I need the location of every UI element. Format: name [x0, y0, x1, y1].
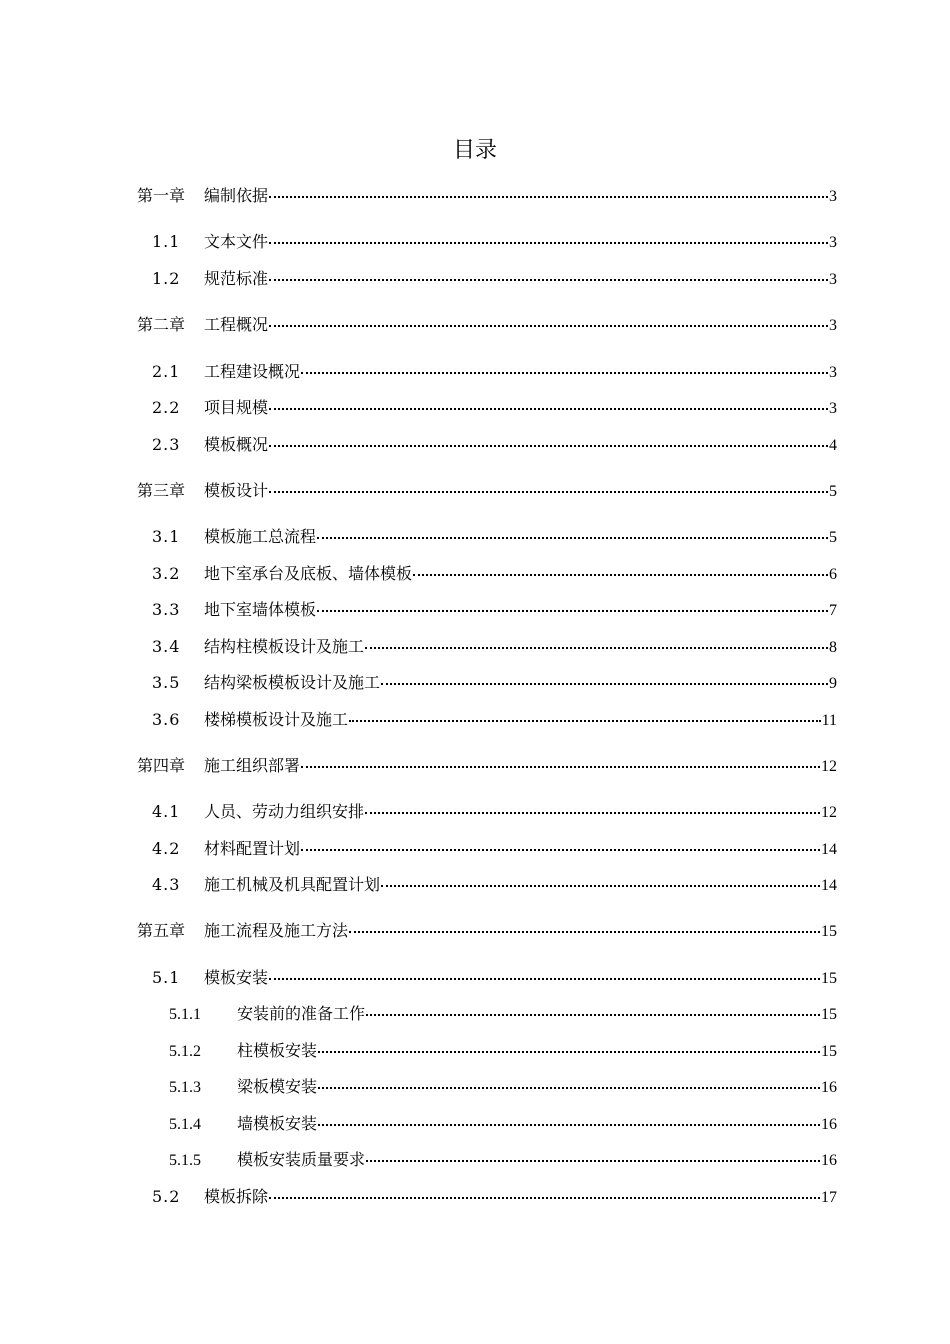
toc-entry-number: 3.3 — [152, 600, 181, 619]
toc-entry-title: 模板安装质量要求 — [237, 1150, 366, 1169]
toc-entry[interactable] — [152, 525, 837, 549]
toc-page-number: 14 — [821, 877, 837, 894]
toc-entry-title: 结构柱模板设计及施工 — [204, 637, 365, 656]
toc-entry-number: 5.2 — [152, 1187, 181, 1206]
toc-entry-number: 第三章 — [137, 481, 186, 500]
toc-leader-dots — [301, 362, 828, 374]
toc-page-number: 7 — [829, 602, 837, 619]
toc-leader-dots — [413, 564, 828, 576]
toc-page-number: 3 — [829, 234, 837, 251]
toc-page-number: 16 — [821, 1116, 837, 1133]
toc-leader-dots — [381, 875, 820, 887]
toc-entry[interactable] — [169, 1075, 837, 1099]
toc-entry-number: 3.2 — [152, 564, 181, 583]
toc-entry[interactable] — [152, 360, 837, 384]
toc-entry[interactable] — [152, 635, 837, 659]
toc-entry[interactable] — [152, 1185, 837, 1209]
toc-entry-title: 项目规模 — [204, 398, 269, 417]
toc-leader-dots — [318, 1114, 820, 1126]
toc-entry-number: 第二章 — [137, 315, 186, 334]
toc-entry-number: 2.3 — [152, 435, 181, 454]
toc-entry[interactable] — [152, 562, 837, 586]
toc-entry-number: 第一章 — [137, 186, 186, 205]
toc-page-number: 3 — [829, 188, 837, 205]
toc-entry-title: 模板施工总流程 — [204, 527, 317, 546]
toc-entry[interactable] — [152, 230, 837, 254]
toc-entry[interactable] — [152, 966, 837, 990]
toc-page-number: 16 — [821, 1152, 837, 1169]
toc-entry-title: 安装前的准备工作 — [237, 1004, 366, 1023]
toc-page-number: 15 — [821, 1043, 837, 1060]
toc-entry[interactable] — [137, 754, 837, 778]
toc-entry[interactable] — [152, 708, 837, 732]
toc-page-number: 9 — [829, 675, 837, 692]
toc-entry-number: 2.1 — [152, 362, 181, 381]
toc-entry[interactable] — [152, 433, 837, 457]
toc-leader-dots — [317, 527, 828, 539]
toc-entry-number: 第四章 — [137, 756, 186, 775]
toc-leader-dots — [366, 1004, 820, 1016]
toc-leader-dots — [269, 186, 828, 198]
toc-page-number: 3 — [829, 364, 837, 381]
toc-entry-title: 人员、劳动力组织安排 — [204, 802, 365, 821]
toc-entry-title: 工程概况 — [204, 315, 269, 334]
toc-entry-title: 模板拆除 — [204, 1187, 269, 1206]
toc-entry[interactable] — [169, 1039, 837, 1063]
toc-entry-number: 5.1.2 — [169, 1043, 201, 1060]
toc-entry-title: 文本文件 — [204, 232, 269, 251]
toc-page-number: 15 — [821, 970, 837, 987]
toc-page-number: 11 — [821, 712, 837, 729]
toc-leader-dots — [269, 398, 828, 410]
toc-entry-number: 3.4 — [152, 637, 181, 656]
toc-page-number: 16 — [821, 1079, 837, 1096]
toc-entry-title: 工程建设概况 — [204, 362, 301, 381]
toc-entry-title: 模板概况 — [204, 435, 269, 454]
toc-entry[interactable] — [169, 1002, 837, 1026]
toc-page-number: 12 — [821, 758, 837, 775]
toc-entry[interactable] — [169, 1148, 837, 1172]
toc-leader-dots — [365, 802, 820, 814]
toc-entry-number: 3.5 — [152, 673, 181, 692]
toc-leader-dots — [349, 921, 820, 933]
toc-page-number: 15 — [821, 923, 837, 940]
toc-page-number: 8 — [829, 639, 837, 656]
toc-leader-dots — [269, 968, 820, 980]
toc-entry-number: 4.2 — [152, 839, 181, 858]
toc-leader-dots — [317, 600, 828, 612]
toc-entry[interactable] — [152, 671, 837, 695]
toc-entry-number: 3.6 — [152, 710, 181, 729]
toc-page-number: 17 — [821, 1189, 837, 1206]
toc-entry-title: 施工机械及机具配置计划 — [204, 875, 381, 894]
toc-entry[interactable] — [152, 598, 837, 622]
toc-entry-title: 材料配置计划 — [204, 839, 301, 858]
toc-entry-title: 规范标准 — [204, 269, 269, 288]
toc-entry[interactable] — [152, 267, 837, 291]
toc-entry-title: 施工流程及施工方法 — [204, 921, 349, 940]
toc-leader-dots — [381, 673, 828, 685]
toc-leader-dots — [269, 232, 828, 244]
toc-leader-dots — [269, 481, 828, 493]
toc-page-number: 14 — [821, 841, 837, 858]
toc-entry-number: 3.1 — [152, 527, 181, 546]
toc-page-number: 5 — [829, 483, 837, 500]
toc-entry-title: 地下室墙体模板 — [204, 600, 317, 619]
toc-entry-title: 编制依据 — [204, 186, 269, 205]
toc-entry[interactable] — [137, 313, 837, 337]
toc-entry-number: 5.1.3 — [169, 1079, 201, 1096]
toc-leader-dots — [318, 1041, 820, 1053]
toc-page-number: 12 — [821, 804, 837, 821]
toc-entry-number: 4.1 — [152, 802, 181, 821]
toc-leader-dots — [349, 710, 821, 722]
toc-leader-dots — [269, 435, 828, 447]
toc-page-number: 6 — [829, 566, 837, 583]
toc-page-number: 15 — [821, 1006, 837, 1023]
toc-page-number: 3 — [829, 271, 837, 288]
toc-entry[interactable] — [137, 919, 837, 943]
toc-entry[interactable] — [152, 396, 837, 420]
toc-entry-title: 模板安装 — [204, 968, 269, 987]
toc-entry-number: 第五章 — [137, 921, 186, 940]
toc-entry-title: 模板设计 — [204, 481, 269, 500]
toc-entry[interactable] — [152, 800, 837, 824]
toc-entry-number: 5.1.1 — [169, 1006, 201, 1023]
toc-page-number: 3 — [829, 400, 837, 417]
toc-leader-dots — [365, 637, 828, 649]
toc-page-number: 3 — [829, 317, 837, 334]
toc-entry-number: 5.1.5 — [169, 1152, 201, 1169]
toc-entry[interactable] — [169, 1112, 837, 1136]
toc-entry-number: 5.1 — [152, 968, 181, 987]
toc-leader-dots — [269, 269, 828, 281]
toc-leader-dots — [318, 1077, 820, 1089]
toc-page-number: 5 — [829, 529, 837, 546]
toc-leader-dots — [301, 839, 820, 851]
toc-entry-number: 1.1 — [152, 232, 181, 251]
toc-entry-number: 5.1.4 — [169, 1116, 201, 1133]
toc-entry-number: 1.2 — [152, 269, 181, 288]
toc-entry-title: 墙模板安装 — [237, 1114, 318, 1133]
toc-entry-title: 地下室承台及底板、墙体模板 — [204, 564, 413, 583]
toc-entry[interactable] — [152, 873, 837, 897]
toc-leader-dots — [366, 1150, 820, 1162]
toc-entry[interactable] — [137, 479, 837, 503]
toc-entry-title: 梁板模安装 — [237, 1077, 318, 1096]
toc-entry[interactable] — [137, 184, 837, 208]
toc-entry-number: 2.2 — [152, 398, 181, 417]
toc-entry-title: 柱模板安装 — [237, 1041, 318, 1060]
toc-leader-dots — [301, 756, 820, 768]
toc-title: 目录 — [452, 138, 497, 163]
toc-leader-dots — [269, 1187, 820, 1199]
toc-page-number: 4 — [829, 437, 837, 454]
toc-entry[interactable] — [152, 837, 837, 861]
toc-entry-title: 楼梯模板设计及施工 — [204, 710, 349, 729]
toc-entry-title: 施工组织部署 — [204, 756, 301, 775]
toc-leader-dots — [269, 315, 828, 327]
toc-entry-title: 结构梁板模板设计及施工 — [204, 673, 381, 692]
toc-entry-number: 4.3 — [152, 875, 181, 894]
